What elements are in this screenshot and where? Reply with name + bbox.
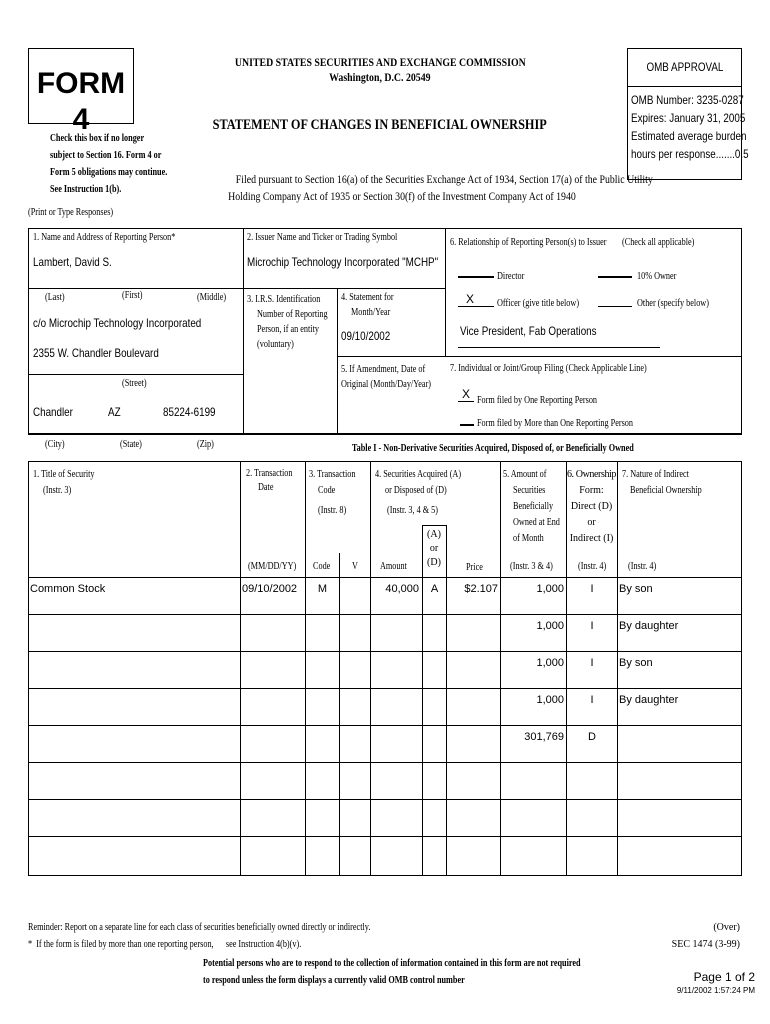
form-title: FORM 4 <box>36 67 126 136</box>
checkbox-note-line: Form 5 obligations may continue. <box>50 167 168 178</box>
cell-owned[interactable]: 1,000 <box>536 657 564 669</box>
omb-number: OMB Number: 3235-0287 <box>631 93 744 107</box>
cell-form[interactable]: I <box>590 694 594 706</box>
city-value[interactable]: Chandler <box>33 405 73 419</box>
row-divider <box>28 762 742 763</box>
cell-title[interactable]: Common Stock <box>30 583 106 595</box>
checkbox-note-line: subject to Section 16. Form 4 or <box>50 150 162 161</box>
ten-pct-checkline[interactable] <box>598 276 632 278</box>
print-type: (Print or Type Responses) <box>28 207 114 218</box>
cell-amount[interactable]: 40,000 <box>385 583 419 595</box>
cell-form[interactable]: I <box>590 620 594 632</box>
zip-value[interactable]: 85224-6199 <box>163 405 216 419</box>
over-label: (Over) <box>713 922 740 933</box>
omb-burden: Estimated average burden <box>631 129 747 143</box>
th-nature: 7. Nature of Indirect Beneficial Ownership <box>622 469 702 496</box>
cell-owned[interactable]: 1,000 <box>536 694 564 706</box>
th-instr4b: (Instr. 4) <box>628 561 657 572</box>
address-line2[interactable]: 2355 W. Chandler Boulevard <box>33 346 159 360</box>
print-timestamp: 9/11/2002 1:57:24 PM <box>676 986 755 995</box>
cell-nature[interactable]: By son <box>619 657 653 669</box>
omb-expires: Expires: January 31, 2005 <box>631 111 746 125</box>
relationship-label: 6. Relationship of Reporting Person(s) to Issuer <box>450 237 607 248</box>
th-title: 1. Title of Security (Instr. 3) <box>33 469 95 496</box>
other-label: Other (specify below) <box>637 298 709 309</box>
th-v: V <box>352 561 358 572</box>
middle-label: (Middle) <box>197 292 227 303</box>
th-date: 2. Transaction Date <box>246 468 293 493</box>
more-persons-label: Form filed by More than One Reporting Person <box>477 418 634 429</box>
more-persons-checkline[interactable] <box>460 424 474 426</box>
officer-title[interactable]: Vice President, Fab Operations <box>460 324 597 338</box>
th-instr4a: (Instr. 4) <box>578 561 607 572</box>
statement-value[interactable]: 09/10/2002 <box>341 329 391 343</box>
row-divider <box>28 836 742 837</box>
sec-number: SEC 1474 (3-99) <box>671 939 740 950</box>
address-line1[interactable]: c/o Microchip Technology Incorporated <box>33 316 202 330</box>
other-checkline[interactable] <box>598 306 632 307</box>
zip-label: (Zip) <box>197 439 214 450</box>
check-all-label: (Check all applicable) <box>622 237 695 248</box>
agency-line2: Washington, D.C. 20549 <box>329 70 431 84</box>
state-label: (State) <box>120 439 142 450</box>
filed-pursuant <box>190 172 653 204</box>
one-person-label: Form filed by One Reporting Person <box>477 395 598 406</box>
director-label: Director <box>497 271 525 282</box>
cell-form[interactable]: I <box>590 657 594 669</box>
city-label: (City) <box>45 439 65 450</box>
row-divider <box>28 651 742 652</box>
multiple-persons-note: * If the form is filed by more than one reporting person, see Instruction 4(b)(v). <box>28 939 302 950</box>
cell-nature[interactable]: By daughter <box>619 694 679 706</box>
checkbox-note-line: See Instruction 1(b). <box>50 184 122 195</box>
th-price: Price <box>466 562 483 573</box>
reporting-person-label: 1. Name and Address of Reporting Person* <box>33 232 176 243</box>
table1-title: Table I - Non-Derivative Securities Acquired, Disposed of, or Beneficially Owned <box>351 443 634 454</box>
cell-owned[interactable]: 1,000 <box>536 620 564 632</box>
cell-code[interactable]: M <box>317 583 328 595</box>
director-checkline[interactable] <box>458 276 494 278</box>
cell-aord[interactable]: A <box>430 583 439 595</box>
cell-form[interactable]: I <box>590 583 594 595</box>
omb-header: OMB APPROVAL <box>646 60 723 74</box>
row-divider <box>28 614 742 615</box>
statement-label: 4. Statement for Month/Year <box>341 292 394 318</box>
first-label: (First) <box>122 290 143 301</box>
th-instr34: (Instr. 3 & 4) <box>510 561 553 572</box>
th-aord: (A) or (D) <box>427 529 441 568</box>
irs-label: 3. I.R.S. Identification Number of Reporting Person, if an entity (voluntary) <box>247 294 328 350</box>
th-amount: Amount <box>380 561 407 572</box>
potential-persons-line2: to respond unless the form displays a currently valid OMB control number <box>203 975 465 986</box>
agency-line1: UNITED STATES SECURITIES AND EXCHANGE COMMISSION <box>234 55 526 69</box>
th-ownership-form: 6. Ownership Form: Direct (D) or Indirect (I) <box>566 469 617 544</box>
officer-mark[interactable]: X <box>466 292 475 306</box>
reminder-note: Reminder: Report on a separate line for each class of securities beneficially owned directly or indirectly. <box>28 922 371 933</box>
potential-persons-line1: Potential persons who are to respond to the collection of information contained in this form are not required <box>203 958 581 969</box>
cell-owned[interactable]: 301,769 <box>524 731 564 743</box>
omb-burden: hours per response.......0.5 <box>631 147 749 161</box>
cell-nature[interactable]: By daughter <box>619 620 679 632</box>
th-date-format: (MM/DD/YY) <box>248 561 297 572</box>
th-amount-owned: 5. Amount of Securities Beneficially Owned at End of Month <box>503 469 560 544</box>
joint-filing-label: 7. Individual or Joint/Group Filing (Check Applicable Line) <box>450 363 647 374</box>
row-divider <box>28 725 742 726</box>
cell-owned[interactable]: 1,000 <box>536 583 564 595</box>
issuer-label: 2. Issuer Name and Ticker or Trading Symbol <box>247 232 398 243</box>
street-label: (Street) <box>122 378 147 389</box>
ten-pct-label: 10% Owner <box>637 271 677 282</box>
filed-pursuant-line: Filed pursuant to Section 16(a) of the Securities Exchange Act of 1934, Section 17(a) of the Public Utility <box>235 172 653 186</box>
page-number: Page 1 of 2 <box>693 970 755 984</box>
row-divider <box>28 688 742 689</box>
state-value[interactable]: AZ <box>108 405 121 419</box>
statement-title: STATEMENT OF CHANGES IN BENEFICIAL OWNERSHIP <box>212 117 548 133</box>
th-code-sub: Code <box>313 561 331 572</box>
officer-label: Officer (give title below) <box>497 298 580 309</box>
officer-checkline[interactable] <box>458 306 494 307</box>
issuer-value[interactable]: Microchip Technology Incorporated "MCHP" <box>247 255 439 269</box>
th-code: 3. Transaction Code (Instr. 8) <box>309 469 356 516</box>
cell-nature[interactable]: By son <box>619 583 653 595</box>
joint-filing-mark[interactable]: X <box>462 387 471 401</box>
last-label: (Last) <box>45 292 65 303</box>
filed-pursuant-line: Holding Company Act of 1935 or Section 30(f) of the Investment Company Act of 1940 <box>228 189 576 203</box>
amendment-label: 5. If Amendment, Date of Original (Month/Day/Year) <box>341 364 432 390</box>
checkbox-note <box>50 130 193 198</box>
cell-date[interactable]: 09/10/2002 <box>242 583 298 595</box>
reporting-person-name[interactable]: Lambert, David S. <box>33 255 112 269</box>
cell-form[interactable]: D <box>588 731 596 743</box>
one-person-checkline[interactable] <box>458 401 474 402</box>
omb-details <box>631 91 770 163</box>
cell-price[interactable]: $2.107 <box>464 583 498 595</box>
row-divider <box>28 799 742 800</box>
th-acquired: 4. Securities Acquired (A) or Disposed of (D) (Instr. 3, 4 & 5) <box>375 469 462 516</box>
officer-title-line <box>458 347 660 348</box>
checkbox-note-line: Check this box if no longer <box>50 133 145 144</box>
